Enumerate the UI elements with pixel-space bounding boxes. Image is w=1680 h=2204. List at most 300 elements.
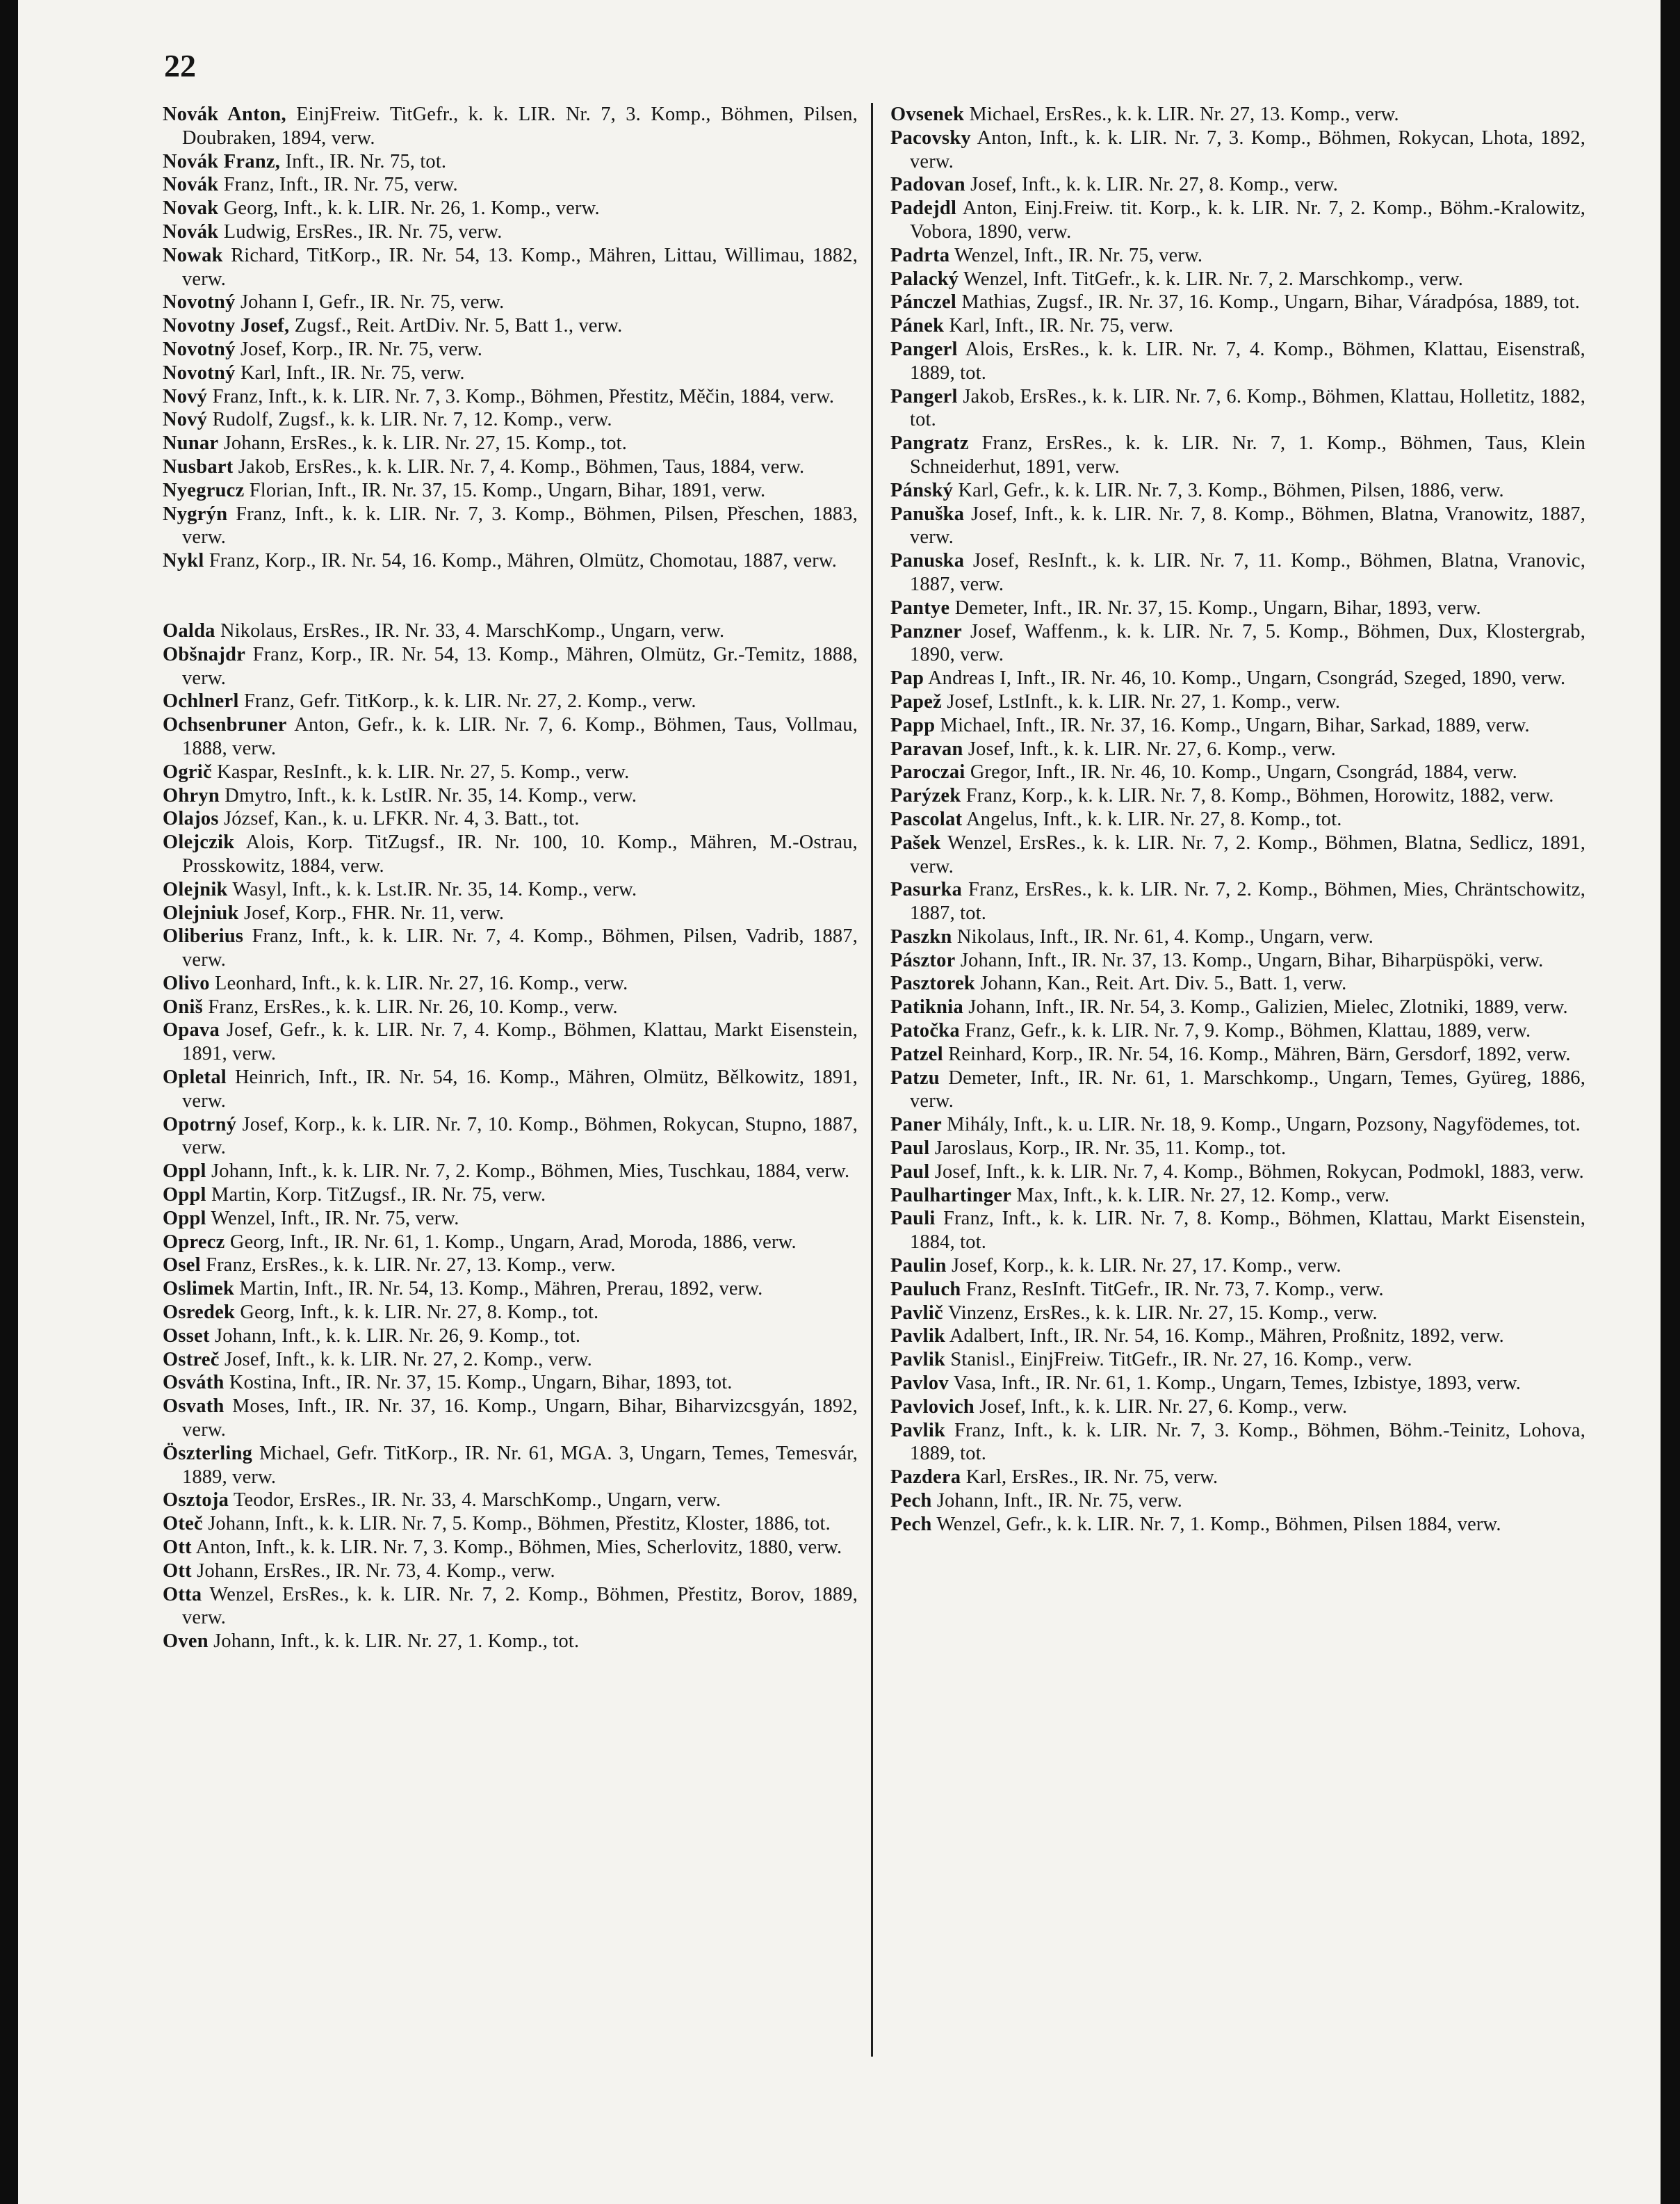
entry-surname: Pánský [890,479,954,501]
list-item [890,127,1585,174]
entry-surname: Olajos [163,808,219,830]
list-item [163,197,858,220]
entry-surname: Ott [163,1559,192,1582]
entry-details: Andreas I, Inft., IR. Nr. 46, 10. Komp., Ungarn, Csongrád, Szeged, 1890, verw. [924,667,1566,690]
entry-surname: Nowak [163,244,223,266]
list-item [890,949,1585,973]
entry-surname: Novák [163,220,219,243]
entry-details: Johann, Inft., IR. Nr. 75, verw. [931,1490,1182,1512]
list-item [163,1019,858,1066]
list-item [890,103,1585,127]
entry-details: Franz, ErsRes., k. k. LIR. Nr. 27, 13. Komp., verw. [200,1254,616,1277]
entry-surname: Pauli [890,1208,936,1230]
entry-details: Anton, Inft., k. k. LIR. Nr. 7, 3. Komp., Böhmen, Mies, Scherlovitz, 1880, verw. [191,1537,842,1559]
entry-details: Johann, Kan., Reit. Art. Div. 5., Batt. 1, verw. [975,973,1347,995]
entry-details: Franz, Korp., k. k. LIR. Nr. 7, 8. Komp., Böhmen, Horowitz, 1882, verw. [961,785,1554,807]
list-item [890,197,1585,244]
list-item [890,1324,1585,1348]
entry-details: Franz, Korp., IR. Nr. 54, 16. Komp., Mähren, Olmütz, Chomotau, 1887, verw. [204,550,838,572]
list-item [890,1184,1585,1208]
list-item [890,1113,1585,1137]
list-item [163,878,858,902]
entry-surname: Paul [890,1160,930,1183]
entry-surname: Oniš [163,996,204,1018]
entry-details: Kostina, Inft., IR. Nr. 37, 15. Komp., Ungarn, Bihar, 1893, tot. [224,1372,733,1394]
entry-surname: Pap [890,667,924,690]
entry-details: Martin, Korp. TitZugsf., IR. Nr. 75, verw. [206,1184,546,1206]
entry-details: Wenzel, Inft., IR. Nr. 75, verw. [206,1207,459,1229]
entry-surname: Papež [890,690,943,713]
list-item [890,1419,1585,1466]
entry-details: Ludwig, ErsRes., IR. Nr. 75, verw. [218,220,503,243]
entry-surname: Öszterling [163,1442,253,1464]
entry-details: Wenzel, ErsRes., k. k. LIR. Nr. 7, 2. Komp., Böhmen, Přestitz, Borov, 1889, verw. [182,1583,858,1629]
entry-surname: Olejczik [163,832,235,854]
entry-details: Josef, Waffenm., k. k. LIR. Nr. 7, 5. Komp., Böhmen, Dux, Klostergrab, 1890, verw. [910,620,1585,666]
entry-details: Johann, ErsRes., k. k. LIR. Nr. 27, 15. Komp., tot. [218,432,628,455]
entry-surname: Pavlič [890,1302,943,1324]
entry-surname: Olivo [163,972,210,994]
entry-surname: Papp [890,714,936,736]
list-item [163,338,858,362]
entry-surname: Panuška [890,503,965,525]
list-item [163,1207,858,1231]
entry-surname: Novák Franz, [163,150,281,172]
entry-surname: Pech [890,1513,932,1535]
list-item [163,1277,858,1301]
list-item [890,479,1585,503]
list-item [163,1630,858,1653]
list-item [890,338,1585,385]
list-item [163,314,858,338]
entry-details: Franz, ErsRes., k. k. LIR. Nr. 26, 10. Komp., verw. [203,996,618,1018]
entry-details: Josef, Inft., k. k. LIR. Nr. 27, 6. Komp., verw. [963,738,1336,760]
list-item [163,291,858,314]
entry-surname: Paner [890,1114,943,1136]
list-item [163,244,858,291]
entry-details: Franz, Gefr., k. k. LIR. Nr. 7, 9. Komp., Böhmen, Klattau, 1889, verw. [959,1020,1531,1042]
entry-details: Josef, Korp., k. k. LIR. Nr. 7, 10. Komp., Böhmen, Rokycan, Stupno, 1887, verw. [182,1113,858,1159]
entry-surname: Pánczel [890,291,957,314]
list-item [890,738,1585,761]
list-item [890,690,1585,714]
entry-details: Johann, Inft., k. k. LIR. Nr. 26, 9. Komp., tot. [209,1324,581,1347]
list-item [890,503,1585,550]
list-item [890,808,1585,832]
list-item [163,713,858,761]
entry-details: Josef, Inft., k. k. LIR. Nr. 27, 8. Komp., verw. [965,174,1339,196]
list-item [163,503,858,550]
list-item [890,761,1585,784]
entry-details: Mathias, Zugsf., IR. Nr. 37, 16. Komp., Ungarn, Bihar, Váradpósa, 1889, tot. [956,291,1581,314]
entry-details: Nikolaus, ErsRes., IR. Nr. 33, 4. MarschKomp., Ungarn, verw. [215,619,725,642]
entry-details: Michael, Inft., IR. Nr. 37, 16. Komp., Ungarn, Bihar, Sarkad, 1889, verw. [935,714,1530,736]
entry-surname: Nyegrucz [163,479,245,501]
entry-surname: Oslimek [163,1278,235,1300]
entry-surname: Patočka [890,1020,960,1042]
entry-details: Alois, Korp. TitZugsf., IR. Nr. 100, 10. Komp., Mähren, M.-Ostrau, Prosskowitz, 1884, verw. [182,832,858,877]
entry-details: Josef, Inft., k. k. LIR. Nr. 7, 4. Komp., Böhmen, Rokycan, Podmokl, 1883, verw. [929,1160,1584,1183]
list-item [890,1254,1585,1278]
entry-surname: Olejnik [163,878,228,900]
list-item [890,549,1585,597]
entry-details: Karl, Inft., IR. Nr. 75, verw. [235,362,465,384]
entry-surname: Pangratz [890,432,969,455]
entry-surname: Padrta [890,244,950,266]
entry-details: Martin, Inft., IR. Nr. 54, 13. Komp., Mähren, Prerau, 1892, verw. [234,1278,763,1300]
entry-details: Reinhard, Korp., IR. Nr. 54, 16. Komp., Mähren, Bärn, Gersdorf, 1892, verw. [943,1043,1571,1065]
entry-details: Johann, Inft., k. k. LIR. Nr. 7, 2. Komp., Böhmen, Mies, Tuschkau, 1884, verw. [206,1160,850,1183]
entry-details: EinjFreiw. TitGefr., k. k. LIR. Nr. 7, 3. Komp., Böhmen, Pilsen, Doubraken, 1894, verw. [182,104,858,149]
list-item [163,549,858,573]
entry-details: Jakob, ErsRes., k. k. LIR. Nr. 7, 4. Komp., Böhmen, Taus, 1884, verw. [233,455,805,478]
entry-surname: Ochsenbruner [163,714,287,736]
entry-surname: Oteč [163,1513,203,1535]
list-item [163,761,858,784]
list-item [163,1583,858,1630]
entry-details: Johann, Inft., IR. Nr. 54, 3. Komp., Galizien, Mielec, Zlotniki, 1889, verw. [963,996,1568,1019]
entry-details: Heinrich, Inft., IR. Nr. 54, 16. Komp., Mähren, Olmütz, Bělkowitz, 1891, verw. [182,1067,858,1112]
entry-details: Josef, Korp., FHR. Nr. 11, verw. [238,902,505,924]
list-item [890,832,1585,879]
list-item [163,807,858,831]
list-item [890,268,1585,291]
entry-surname: Paul [890,1137,930,1160]
entry-surname: Osvath [163,1395,225,1418]
section-gap [163,573,858,619]
entry-details: Josef, Korp., k. k. LIR. Nr. 27, 17. Komp., verw. [946,1255,1341,1277]
list-item [163,1512,858,1536]
list-item [890,1513,1585,1537]
entry-surname: Novák Anton, [163,104,286,125]
entry-surname: Opotrný [163,1113,237,1135]
entry-surname: Oppl [163,1184,206,1206]
entry-surname: Obšnajdr [163,643,246,665]
entry-surname: Nový [163,409,208,431]
entry-details: Kaspar, ResInft., k. k. LIR. Nr. 27, 5. Komp., verw. [211,761,630,783]
list-item [163,1536,858,1559]
entry-details: Teodor, ErsRes., IR. Nr. 33, 4. MarschKomp., Ungarn, verw. [229,1489,721,1512]
list-item [890,597,1585,620]
entry-surname: Ochlnerl [163,690,239,713]
entry-details: Franz, Inft., k. k. LIR. Nr. 7, 3. Komp., Böhmen, Přestitz, Měčin, 1884, verw. [207,385,835,407]
list-item [163,972,858,996]
list-item [163,1442,858,1489]
entry-surname: Pech [890,1490,932,1512]
entry-surname: Paulin [890,1255,947,1277]
list-item [163,103,858,150]
entry-details: Demeter, Inft., IR. Nr. 61, 1. Marschkomp., Ungarn, Temes, Gyüreg, 1886, verw. [910,1067,1585,1112]
list-item [890,1019,1585,1043]
entry-surname: Novák [163,174,219,196]
entry-surname: Paravan [890,738,963,760]
entry-surname: Novotný [163,338,236,360]
entry-details: Vasa, Inft., IR. Nr. 61, 1. Komp., Ungarn, Temes, Izbistye, 1893, verw. [948,1372,1522,1395]
list-item [890,432,1585,479]
entry-surname: Osztoja [163,1489,229,1512]
list-item [163,1395,858,1442]
entry-surname: Oliberius [163,925,244,948]
list-item [890,1137,1585,1160]
entry-surname: Osset [163,1324,210,1347]
entry-surname: Pavlov [890,1372,949,1395]
list-item [890,1489,1585,1513]
entry-details: Dmytro, Inft., k. k. LstIR. Nr. 35, 14. Komp., verw. [219,784,637,807]
entry-surname: Ostreč [163,1348,220,1370]
entry-details: Franz, Korp., IR. Nr. 54, 13. Komp., Mähren, Olmütz, Gr.-Temitz, 1888, verw. [182,643,858,689]
list-item [163,1559,858,1583]
list-item [163,1301,858,1324]
entry-details: Karl, ErsRes., IR. Nr. 75, verw. [961,1466,1218,1489]
entry-surname: Otta [163,1583,202,1605]
page-number: 22 [164,48,196,83]
list-item [890,620,1585,667]
document-page [18,0,1661,2204]
list-item [163,784,858,808]
list-item [890,291,1585,314]
list-item [163,690,858,713]
entry-details: Michael, Gefr. TitKorp., IR. Nr. 61, MGA. 3, Ungarn, Temes, Temesvár, 1889, verw. [182,1442,858,1488]
entry-surname: Opletal [163,1067,227,1089]
entry-details: Anton, Inft., k. k. LIR. Nr. 7, 3. Komp., Böhmen, Rokycan, Lhota, 1892, verw. [910,127,1585,172]
column-divider [871,103,873,2057]
entry-details: Demeter, Inft., IR. Nr. 37, 15. Komp., Ungarn, Bihar, 1893, verw. [949,597,1481,619]
list-item [890,1302,1585,1325]
list-item [163,1183,858,1207]
entry-surname: Oalda [163,619,215,642]
entry-surname: Palacký [890,268,959,290]
entry-details: Adalbert, Inft., IR. Nr. 54, 16. Komp., Mähren, Proßnitz, 1892, verw. [945,1325,1504,1347]
list-item [163,150,858,174]
entry-surname: Novotný [163,291,236,314]
entry-details: Franz, Inft., k. k. LIR. Nr. 7, 3. Komp., Böhmen, Böhm.-Teinitz, Lohova, 1889, tot. [910,1419,1585,1465]
entry-surname: Pavlik [890,1325,946,1347]
list-item [890,1207,1585,1254]
entry-details: Georg, Inft., k. k. LIR. Nr. 27, 8. Komp., tot. [235,1302,599,1324]
list-item [890,173,1585,197]
list-item [163,479,858,503]
entry-details: Anton, Einj.Freiw. tit. Korp., k. k. LIR. Nr. 7, 2. Komp., Böhm.-Kralowitz, Vobora, 1890, verw. [910,197,1585,243]
entry-surname: Osredek [163,1302,236,1324]
entry-details: Anton, Gefr., k. k. LIR. Nr. 7, 6. Komp., Böhmen, Taus, Vollmau, 1888, verw. [182,714,858,759]
entry-surname: Panzner [890,620,963,642]
list-item [890,1067,1585,1114]
entry-surname: Pavlik [890,1349,946,1371]
list-item [890,1348,1585,1372]
entry-surname: Pasurka [890,879,963,901]
entry-details: Rudolf, Zugsf., k. k. LIR. Nr. 7, 12. Komp., verw. [207,409,612,431]
entry-surname: Pasztorek [890,973,976,995]
entry-details: Florian, Inft., IR. Nr. 37, 15. Komp., Ungarn, Bihar, 1891, verw. [244,479,766,501]
entry-details: Josef, Gefr., k. k. LIR. Nr. 7, 4. Komp., Böhmen, Klattau, Markt Eisenstein, 1891, verw. [182,1019,858,1065]
entry-surname: Panuska [890,550,965,572]
entry-details: Jaroslaus, Korp., IR. Nr. 35, 11. Komp., tot. [929,1137,1287,1160]
entry-details: Wenzel, Inft., IR. Nr. 75, verw. [949,244,1203,266]
list-item [163,1113,858,1160]
entry-surname: Pangerl [890,385,958,407]
entry-details: Josef, LstInft., k. k. LIR. Nr. 27, 1. Komp., verw. [942,690,1341,713]
right-column [890,103,1585,1537]
entry-details: Franz, Inft., k. k. LIR. Nr. 7, 4. Komp., Böhmen, Pilsen, Vadrib, 1887, verw. [182,925,858,971]
entry-details: Stanisl., EinjFreiw. TitGefr., IR. Nr. 27, 16. Komp., verw. [945,1349,1412,1371]
entry-details: Franz, Inft., IR. Nr. 75, verw. [218,174,458,196]
entry-details: Inft., IR. Nr. 75, tot. [280,150,447,172]
list-item [890,244,1585,268]
entry-surname: Ohryn [163,784,220,807]
entry-surname: Novotny Josef, [163,315,290,337]
list-item [890,314,1585,338]
entry-surname: Nunar [163,432,219,455]
entry-surname: Olejniuk [163,902,239,924]
entry-surname: Nový [163,385,208,407]
entry-surname: Osel [163,1254,201,1277]
list-item [890,1395,1585,1419]
entry-surname: Pavlik [890,1419,946,1441]
list-item [890,714,1585,738]
entry-surname: Nygrýn [163,503,228,525]
entry-surname: Pauluch [890,1278,961,1300]
entry-surname: Novotný [163,362,236,384]
entry-details: Franz, ErsRes., k. k. LIR. Nr. 7, 2. Komp., Böhmen, Mies, Chräntschowitz, 1887, tot. [910,879,1585,925]
list-item [890,878,1585,925]
list-item [890,925,1585,949]
entry-surname: Oppl [163,1207,206,1229]
list-item [890,1466,1585,1489]
entry-details: Karl, Gefr., k. k. LIR. Nr. 7, 3. Komp., Böhmen, Pilsen, 1886, verw. [953,479,1504,501]
list-item [890,996,1585,1019]
list-item [163,643,858,690]
entry-surname: Ovsenek [890,104,965,125]
list-item [163,362,858,385]
entry-details: Franz, Gefr. TitKorp., k. k. LIR. Nr. 27, 2. Komp., verw. [238,690,696,713]
list-item [163,385,858,409]
list-item [163,1160,858,1183]
entry-details: Jakob, ErsRes., k. k. LIR. Nr. 7, 6. Komp., Böhmen, Klattau, Holletitz, 1882, tot. [910,385,1585,431]
entry-details: Franz, Inft., k. k. LIR. Nr. 7, 3. Komp., Böhmen, Pilsen, Přeschen, 1883, verw. [182,503,858,549]
entry-surname: Nykl [163,550,204,572]
list-item [890,1372,1585,1395]
list-item [163,902,858,925]
entry-details: Vinzenz, ErsRes., k. k. LIR. Nr. 27, 15. Komp., verw. [943,1302,1378,1324]
entry-surname: Pavlovich [890,1395,974,1418]
entry-surname: Pašek [890,832,941,854]
entry-details: Max, Inft., k. k. LIR. Nr. 27, 12. Komp., verw. [1011,1184,1390,1206]
list-item [890,972,1585,996]
entry-surname: Padejdl [890,197,957,220]
list-item [163,1254,858,1277]
list-item [890,1278,1585,1302]
entry-surname: Patzel [890,1043,943,1065]
list-item [163,1489,858,1512]
list-item [163,432,858,455]
list-item [163,996,858,1019]
entry-surname: Pazdera [890,1466,961,1489]
entry-surname: Oppl [163,1160,206,1183]
entry-details: Johann, Inft., k. k. LIR. Nr. 27, 1. Komp., tot. [208,1630,580,1653]
entry-surname: Oprecz [163,1231,225,1253]
entry-details: Mihály, Inft., k. u. LIR. Nr. 18, 9. Komp., Ungarn, Pozsony, Nagyfödemes, tot. [942,1114,1581,1136]
list-item [163,925,858,972]
entry-surname: Patzu [890,1067,940,1089]
list-item [890,385,1585,432]
entry-details: Georg, Inft., k. k. LIR. Nr. 26, 1. Komp., verw. [218,197,600,220]
entry-details: Franz, ResInft. TitGefr., IR. Nr. 73, 7. Komp., verw. [961,1278,1384,1300]
entry-details: Josef, Inft., k. k. LIR. Nr. 27, 6. Komp., verw. [974,1395,1348,1418]
entry-details: Josef, Inft., k. k. LIR. Nr. 27, 2. Komp., verw. [219,1348,592,1370]
list-item [163,455,858,479]
entry-details: Johann, ErsRes., IR. Nr. 73, 4. Komp., verw. [191,1559,555,1582]
entry-surname: Opava [163,1019,220,1042]
entry-details: Josef, Inft., k. k. LIR. Nr. 7, 8. Komp., Böhmen, Blatna, Vranowitz, 1887, verw. [910,503,1585,549]
entry-surname: Pangerl [890,338,958,360]
entry-surname: Paulhartinger [890,1184,1012,1206]
list-item [163,1066,858,1113]
left-column [163,103,858,1653]
entry-details: Angelus, Inft., k. k. LIR. Nr. 27, 8. Komp., tot. [962,808,1342,830]
entry-details: Karl, Inft., IR. Nr. 75, verw. [944,315,1174,337]
list-item [163,1371,858,1395]
list-item [163,408,858,432]
list-item [163,619,858,643]
entry-details: Franz, ErsRes., k. k. LIR. Nr. 7, 1. Komp., Böhmen, Taus, Klein Schneiderhut, 1891, verw. [910,432,1585,478]
list-item [890,667,1585,690]
list-item [163,220,858,244]
entry-details: Richard, TitKorp., IR. Nr. 54, 13. Komp., Mähren, Littau, Willimau, 1882, verw. [182,244,858,290]
list-item [163,831,858,878]
entry-surname: Nusbart [163,455,234,478]
entry-surname: Novak [163,197,219,220]
entry-details: Franz, Inft., k. k. LIR. Nr. 7, 8. Komp., Böhmen, Klattau, Markt Eisenstein, 1884, tot. [910,1208,1585,1254]
entry-details: Georg, Inft., IR. Nr. 61, 1. Komp., Ungarn, Arad, Moroda, 1886, verw. [225,1231,797,1253]
entry-surname: Ogrič [163,761,212,783]
entry-surname: Paroczai [890,761,965,784]
entry-surname: Pásztor [890,949,956,971]
list-item [163,173,858,197]
list-item [890,1160,1585,1184]
entry-details: Wasyl, Inft., k. k. Lst.IR. Nr. 35, 14. Komp., verw. [227,878,637,900]
list-item [163,1231,858,1254]
entry-surname: Parýzek [890,785,961,807]
entry-details: Johann, Inft., IR. Nr. 37, 13. Komp., Ungarn, Bihar, Biharpüspöki, verw. [955,949,1544,971]
entry-surname: Pascolat [890,808,963,830]
entry-surname: Osváth [163,1372,225,1394]
entry-details: Johann I, Gefr., IR. Nr. 75, verw. [235,291,505,314]
entry-surname: Patiknia [890,996,963,1019]
entry-details: Zugsf., Reit. ArtDiv. Nr. 5, Batt 1., verw. [289,315,623,337]
entry-surname: Pánek [890,315,945,337]
entry-details: Josef, ResInft., k. k. LIR. Nr. 7, 11. Komp., Böhmen, Blatna, Vranovic, 1887, verw. [910,550,1585,595]
entry-details: Moses, Inft., IR. Nr. 37, 16. Komp., Ungarn, Bihar, Biharvizcsgyán, 1892, verw. [182,1395,858,1441]
list-item [163,1324,858,1348]
entry-surname: Pacovsky [890,127,971,149]
entry-surname: Padovan [890,174,965,196]
list-item [163,1348,858,1372]
entry-details: Wenzel, Gefr., k. k. LIR. Nr. 7, 1. Komp., Böhmen, Pilsen 1884, verw. [931,1513,1501,1535]
entry-details: Leonhard, Inft., k. k. LIR. Nr. 27, 16. Komp., verw. [209,972,628,994]
entry-details: József, Kan., k. u. LFKR. Nr. 4, 3. Batt., tot. [218,808,580,830]
list-item [890,1043,1585,1067]
entry-surname: Pantye [890,597,950,619]
entry-surname: Oven [163,1630,209,1653]
entry-details: Johann, Inft., k. k. LIR. Nr. 7, 5. Komp., Böhmen, Přestitz, Kloster, 1886, tot. [202,1513,831,1535]
entry-details: Alois, ErsRes., k. k. LIR. Nr. 7, 4. Komp., Böhmen, Klattau, Eisenstraß, 1889, tot. [910,338,1585,384]
entry-details: Wenzel, ErsRes., k. k. LIR. Nr. 7, 2. Komp., Böhmen, Blatna, Sedlicz, 1891, verw. [910,832,1585,877]
entry-details: Gregor, Inft., IR. Nr. 46, 10. Komp., Ungarn, Csongrád, 1884, verw. [965,761,1517,784]
entry-details: Nikolaus, Inft., IR. Nr. 61, 4. Komp., Ungarn, verw. [952,925,1374,948]
entry-surname: Paszkn [890,925,952,948]
entry-details: Josef, Korp., IR. Nr. 75, verw. [235,338,483,360]
entry-details: Michael, ErsRes., k. k. LIR. Nr. 27, 13. Komp., verw. [964,104,1399,125]
